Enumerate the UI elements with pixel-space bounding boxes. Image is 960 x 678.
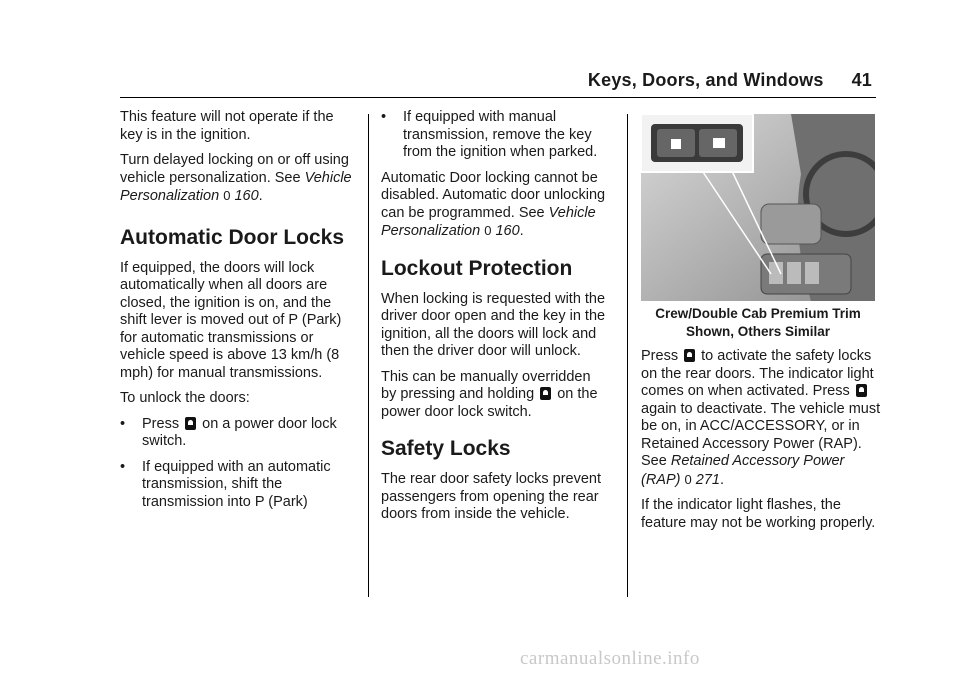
column-2 bbox=[381, 109, 609, 532]
link-retained-accessory-power[interactable]: Retained Accessory Power (RAP) bbox=[641, 453, 845, 488]
bullet: • bbox=[120, 458, 126, 475]
lock-key-icon bbox=[540, 387, 551, 400]
column-1 bbox=[120, 109, 358, 519]
unlock-key-icon bbox=[185, 417, 196, 430]
column-divider-1 bbox=[368, 114, 369, 597]
page-ref[interactable]: 160 bbox=[495, 223, 520, 239]
watermark: carmanualsonline.info bbox=[520, 648, 700, 669]
paragraph-text-post: again to deactivate. The vehicle must be on, in ACC/ACCESSORY, or in Retained Accessory Power (RAP). See bbox=[641, 400, 881, 469]
list-item bbox=[120, 459, 358, 512]
lock-icon bbox=[671, 139, 681, 149]
list-item-text: If equipped with an automatic transmission, shift the transmission into P (Park) bbox=[142, 458, 331, 510]
paragraph: Turn delayed locking on or off using vehicle personalization. See Vehicle Personalization 0 160. bbox=[120, 152, 352, 204]
child-safety-lock-icon bbox=[684, 349, 695, 362]
child-safety-lock-icon bbox=[856, 384, 867, 397]
heading-lockout-protection: Lockout Protection bbox=[381, 256, 573, 280]
column-divider-2 bbox=[627, 114, 628, 597]
list-item bbox=[381, 109, 609, 162]
page-ref-arrow: 0 bbox=[223, 188, 231, 203]
paragraph-text-pre: This can be manually overridden by pressing and holding bbox=[381, 368, 591, 402]
page-number: 41 bbox=[851, 70, 872, 90]
paragraph-text-post: on the power door lock switch. bbox=[381, 386, 598, 420]
list-item-text bbox=[142, 416, 358, 451]
figure-caption bbox=[641, 305, 875, 341]
heading-safety-locks: Safety Locks bbox=[381, 437, 511, 460]
list-item-text-pre: Press bbox=[142, 415, 180, 432]
heading-automatic-door-locks: Automatic Door Locks bbox=[120, 225, 345, 249]
list-item-text: If equipped with manual transmission, remove the key from the ignition when parked. bbox=[403, 109, 598, 160]
list-item bbox=[120, 416, 358, 451]
list-item-text-post: on a power door lock switch. bbox=[142, 415, 337, 449]
window-lockout-icon bbox=[713, 138, 725, 148]
page-ref-arrow: 0 bbox=[484, 223, 492, 238]
header-rule bbox=[120, 97, 876, 98]
link-vehicle-personalization[interactable]: Vehicle Personalization bbox=[381, 204, 596, 239]
paragraph-text-mid: to activate the safety locks on the rear doors. The indicator light comes on when activated. Press bbox=[641, 348, 874, 399]
caption-line: Crew/Double Cab Premium Trim bbox=[655, 306, 861, 321]
paragraph: This feature will not operate if the key is in the ignition. bbox=[120, 109, 334, 143]
page-ref[interactable]: 160 bbox=[234, 188, 259, 204]
door-panel-photo bbox=[641, 114, 875, 301]
paragraph bbox=[381, 369, 609, 422]
bullet: • bbox=[120, 415, 126, 432]
bullet: • bbox=[381, 109, 387, 125]
paragraph-text-pre: Press bbox=[641, 348, 679, 364]
section-title: Keys, Doors, and Windows bbox=[587, 70, 824, 90]
paragraph: Press to activate the safety locks on the rear doors. The indicator light comes on when activated. Press again to deactivate. The vehicle must be on, in ACC/ACCESSORY, or in Retained Accessory Power (RAP). See Retained Accessory Power (RAP) 0 271. bbox=[641, 348, 881, 488]
paragraph-text: Automatic Door locking cannot be disabled. Automatic door unlocking can be programmed. See bbox=[381, 169, 606, 221]
link-vehicle-personalization[interactable]: Vehicle Personalization bbox=[120, 169, 352, 204]
column-3 bbox=[641, 348, 881, 540]
page-ref-arrow: 0 bbox=[684, 471, 692, 487]
paragraph: If equipped, the doors will lock automatically when all doors are closed, the ignition is on, and the shift lever is moved out of P (Park) for automatic transmissions or vehicle speed is above 13 km/h (8 mph) for manual transmissions. bbox=[120, 259, 342, 381]
paragraph: The rear door safety locks prevent passengers from opening the rear doors from inside the vehicle. bbox=[381, 471, 602, 522]
paragraph: If the indicator light flashes, the feature may not be working properly. bbox=[641, 497, 876, 531]
paragraph: When locking is requested with the driver door open and the key in the ignition, all the doors will lock and then the driver door will unlock. bbox=[381, 290, 606, 359]
paragraph: Automatic Door locking cannot be disabled. Automatic door unlocking can be programmed. See Vehicle Personalization 0 160. bbox=[381, 169, 606, 239]
paragraph: To unlock the doors: bbox=[120, 390, 250, 406]
page-ref[interactable]: 271 bbox=[695, 471, 720, 488]
paragraph-text: Turn delayed locking on or off using vehicle personalization. See bbox=[120, 152, 349, 186]
caption-line: Shown, Others Similar bbox=[685, 324, 831, 339]
page-header bbox=[588, 70, 872, 91]
